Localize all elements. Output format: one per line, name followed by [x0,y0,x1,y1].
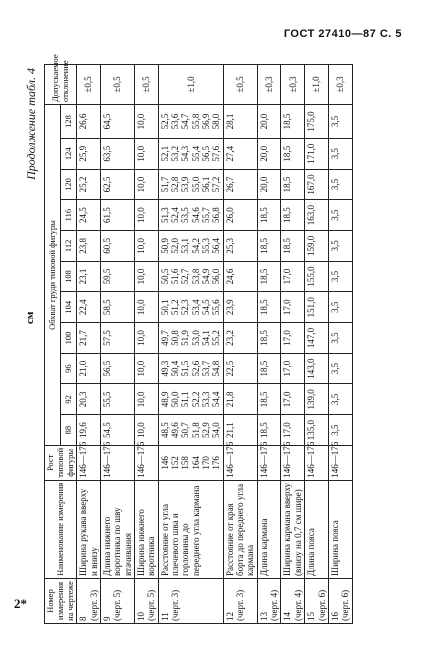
rotated-table-area [24,54,394,624]
value-cell: 10,0 [135,415,159,446]
table-row [257,65,281,624]
value-cell: 50,1 51,2 52,3 53,4 54,5 55,6 [158,292,223,323]
value-cell: 3,5 [328,261,352,292]
value-cell: 3,5 [328,384,352,415]
tolerance-value: ±0,3 [257,65,281,105]
value-cell: 56,5 [100,353,134,384]
measurement-name: Ширина нижнего воротника [135,480,159,578]
value-cell: 23,1 [77,261,101,292]
value-cell: 18,5 [257,353,281,384]
value-cell: 22,4 [77,292,101,323]
measurement-name: Длина нижнего воротника по шву втачивания [100,480,134,578]
growth-value: 146—176 [328,445,352,480]
item-number: 15 (черт. 6) [305,578,329,623]
table-row [100,65,134,624]
value-cell: 18,5 [257,323,281,354]
value-cell: 62,5 [100,169,134,200]
value-cell: 55,5 [100,384,134,415]
value-cell: 61,5 [100,200,134,231]
growth-value: 146—176 [305,445,329,480]
value-cell: 10,0 [135,353,159,384]
growth-value: 146—176 [257,445,281,480]
col-header-chest-group: Обхват груди типовой фигуры [45,105,61,446]
size-header-104: 104 [61,292,77,323]
value-cell: 3,5 [328,230,352,261]
value-cell: 143,0 [305,353,329,384]
value-cell: 51,3 52,4 53,5 54,6 55,7 56,8 [158,200,223,231]
value-cell: 3,5 [328,169,352,200]
value-cell: 3,5 [328,105,352,139]
value-cell: 3,5 [328,415,352,446]
value-cell: 50,5 51,6 52,7 53,8 54,9 56,0 [158,261,223,292]
value-cell: 28,1 [223,105,257,139]
value-cell: 26,7 [223,169,257,200]
value-cell: 17,0 [281,384,305,415]
table-unit: см [24,311,36,324]
item-number: 16 (черт. 6) [328,578,352,623]
growth-value: 146—176 [100,445,134,480]
table-row [223,65,257,624]
size-header-96: 96 [61,353,77,384]
col-header-item: Номер измерения на чертеже [45,578,77,623]
value-cell: 10,0 [135,105,159,139]
value-cell: 163,0 [305,200,329,231]
value-cell: 21,1 [223,415,257,446]
value-cell: 10,0 [135,169,159,200]
value-cell: 57,5 [100,323,134,354]
col-header-growth: Рост типовой фигуры [45,445,77,480]
table-row [135,65,159,624]
value-cell: 171,0 [305,138,329,169]
value-cell: 175,0 [305,105,329,139]
measurement-name: Ширина кармана вверху (внизу на 0,7 см шире) [281,480,305,578]
value-cell: 60,5 [100,230,134,261]
item-number: 12 (черт. 3) [223,578,257,623]
value-cell: 18,5 [257,200,281,231]
value-cell: 54,5 [100,415,134,446]
value-cell: 18,5 [281,230,305,261]
value-cell: 52,1 53,2 54,3 55,4 56,5 57,6 [158,138,223,169]
value-cell: 17,0 [281,292,305,323]
value-cell: 10,0 [135,323,159,354]
value-cell: 3,5 [328,200,352,231]
growth-value: 146—176 [223,445,257,480]
value-cell: 135,0 [305,415,329,446]
page-header: ГОСТ 27410—87 С. 5 [283,28,402,40]
size-header-124: 124 [61,138,77,169]
value-cell: 48,5 49,6 50,7 51,8 52,9 54,0 [158,415,223,446]
col-header-name: Наименование измерения [45,480,77,578]
value-cell: 10,0 [135,261,159,292]
value-cell: 23,9 [223,292,257,323]
value-cell: 25,9 [77,138,101,169]
value-cell: 18,5 [257,261,281,292]
value-cell: 63,5 [100,138,134,169]
value-cell: 64,5 [100,105,134,139]
value-cell: 19,6 [77,415,101,446]
value-cell: 159,0 [305,230,329,261]
value-cell: 18,5 [257,230,281,261]
value-cell: 147,0 [305,323,329,354]
value-cell: 50,9 52,0 53,1 54,2 55,3 56,4 [158,230,223,261]
measurement-name: Длина пояса [305,480,329,578]
table-row [305,65,329,624]
size-header-88: 88 [61,415,77,446]
tolerance-value: ±0,5 [223,65,257,105]
value-cell: 155,0 [305,261,329,292]
value-cell: 52,5 53,6 54,7 55,8 56,9 58,0 [158,105,223,139]
tolerance-value: ±0,5 [135,65,159,105]
size-header-108: 108 [61,261,77,292]
value-cell: 17,0 [281,415,305,446]
value-cell: 18,5 [257,415,281,446]
growth-value: 146—176 [135,445,159,480]
value-cell: 22,5 [223,353,257,384]
value-cell: 26,6 [77,105,101,139]
tolerance-value: ±1,0 [158,65,223,105]
value-cell: 167,0 [305,169,329,200]
tolerance-value: ±0,3 [281,65,305,105]
value-cell: 24,5 [77,200,101,231]
size-header-92: 92 [61,384,77,415]
growth-value: 146—176 [281,445,305,480]
value-cell: 18,5 [281,138,305,169]
value-cell: 10,0 [135,138,159,169]
value-cell: 10,0 [135,230,159,261]
value-cell: 48,9 50,0 51,1 52,2 53,3 54,4 [158,384,223,415]
item-number: 13 (черт. 4) [257,578,281,623]
value-cell: 3,5 [328,353,352,384]
value-cell: 3,5 [328,323,352,354]
col-header-tolerance: Допускаемое отклонение [45,65,77,105]
size-header-128: 128 [61,105,77,139]
value-cell: 58,5 [100,292,134,323]
measurement-name: Ширина пояса [328,480,352,578]
value-cell: 3,5 [328,138,352,169]
item-number: 9 (черт. 5) [100,578,134,623]
value-cell: 18,5 [281,169,305,200]
value-cell: 20,3 [77,384,101,415]
measurement-table [44,54,353,624]
table-row [281,65,305,624]
item-number: 11 (черт. 3) [158,578,223,623]
table-row [77,65,101,624]
value-cell: 10,0 [135,200,159,231]
value-cell: 27,4 [223,138,257,169]
value-cell: 10,0 [135,384,159,415]
item-number: 14 (черт. 4) [281,578,305,623]
table-continuation-title: Продолжение табл. 4 [24,68,38,180]
value-cell: 20,0 [257,169,281,200]
growth-value: 146 152 158 164 170 176 [158,445,223,480]
value-cell: 24,6 [223,261,257,292]
value-cell: 17,0 [281,323,305,354]
table-row [158,65,223,624]
value-cell: 49,7 50,8 51,9 53,0 54,1 55,2 [158,323,223,354]
tolerance-value: ±0,5 [77,65,101,105]
value-cell: 18,5 [281,105,305,139]
growth-value: 146—176 [77,445,101,480]
value-cell: 26,0 [223,200,257,231]
value-cell: 10,0 [135,292,159,323]
size-header-112: 112 [61,230,77,261]
value-cell: 18,5 [257,384,281,415]
item-number: 8 (черт. 3) [77,578,101,623]
tolerance-value: ±1,0 [305,65,329,105]
value-cell: 23,2 [223,323,257,354]
value-cell: 23,8 [77,230,101,261]
size-header-100: 100 [61,323,77,354]
value-cell: 25,3 [223,230,257,261]
value-cell: 151,0 [305,292,329,323]
measurement-name: Расстояние от края борта до переднего угла кармана [223,480,257,578]
measurement-name: Длина кармана [257,480,281,578]
value-cell: 21,7 [77,323,101,354]
value-cell: 17,0 [281,261,305,292]
size-header-116: 116 [61,200,77,231]
tolerance-value: ±0,5 [100,65,134,105]
value-cell: 139,0 [305,384,329,415]
tolerance-value: ±0,3 [328,65,352,105]
value-cell: 21,0 [77,353,101,384]
value-cell: 17,0 [281,353,305,384]
page-mark: 2* [14,596,27,611]
value-cell: 51,7 52,8 53,9 55,0 56,1 57,2 [158,169,223,200]
value-cell: 25,2 [77,169,101,200]
value-cell: 20,0 [257,138,281,169]
value-cell: 18,5 [281,200,305,231]
value-cell: 21,8 [223,384,257,415]
value-cell: 3,5 [328,292,352,323]
size-header-120: 120 [61,169,77,200]
item-number: 10 (черт. 5) [135,578,159,623]
value-cell: 20,0 [257,105,281,139]
value-cell: 59,5 [100,261,134,292]
table-row [328,65,352,624]
value-cell: 49,3 50,4 51,5 52,6 53,7 54,8 [158,353,223,384]
measurement-name: Расстояние от угла плечевого шва и горловины до переднего угла кармана [158,480,223,578]
measurement-name: Ширина рукава вверху и внизу [77,480,101,578]
value-cell: 18,5 [257,292,281,323]
